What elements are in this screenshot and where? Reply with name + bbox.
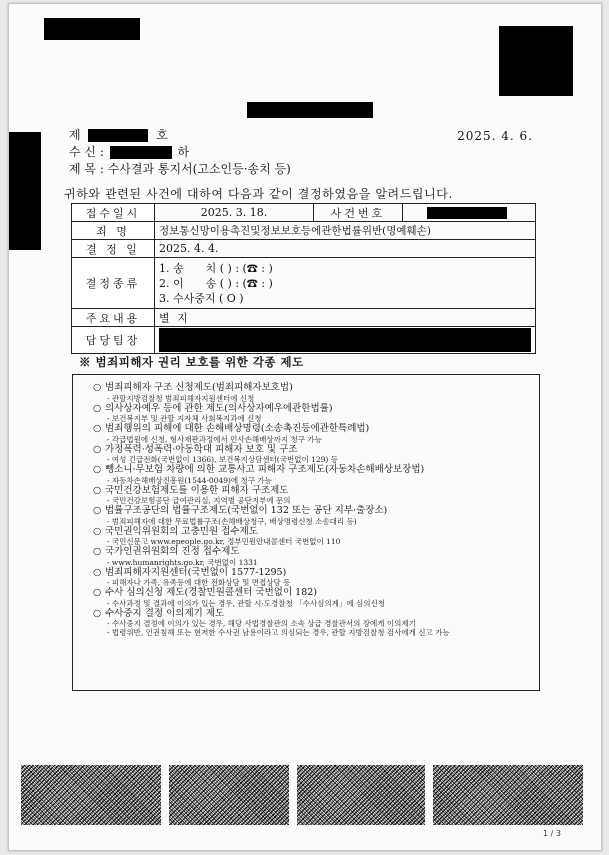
subject-line	[69, 160, 291, 177]
list-item: ○ 국가인권위원회의 진정 접수제도 - www.humanrights.go.kr, 국번없이 1331	[93, 546, 258, 567]
decision-option-transfer-prosecution: 1. 송 치 ( ) : (☎ : )	[159, 261, 273, 275]
list-item: ○ 범죄피해자지원센터(국번없이 1577-1295) - 피해자나 가족, 유족등에 대한 전화상담 및 면접상담 등	[93, 566, 291, 587]
redaction-recipient	[110, 146, 172, 159]
decision-option-transfer-case: 2. 이 송 ( ) : (☎ : )	[159, 276, 273, 290]
list-item: ○ 가정폭력·성폭력·아동학대 피해자 보호 및 구조 - 여성 긴급전화(국번없이 1366), 보건복지상담센터(국번없이 129) 등	[93, 443, 338, 464]
decision-type-options	[155, 258, 536, 309]
case-number-value	[403, 204, 536, 222]
main-content-label: 주요내용	[72, 309, 155, 327]
redaction-case-number	[427, 207, 507, 219]
intro-sentence: 귀하와 관련된 사건에 대하여 다음과 같이 결정하였음을 알려드립니다.	[64, 187, 453, 201]
charge-label: 죄 명	[72, 222, 155, 240]
case-number-label: 사건번호	[314, 204, 403, 222]
obscured-block-3	[297, 765, 425, 825]
table-row	[72, 327, 536, 354]
list-item: ○ 뺑소니·무보험 차량에 의한 교통사고 피해자 구조제도(자동차손해배상보장법) - 자동차손해배상진흥원(1544-0049)에 청구 가능	[93, 464, 425, 485]
obscured-block-2	[169, 765, 289, 825]
receipt-date-label: 접수일시	[72, 204, 155, 222]
decision-type-label: 결정종류	[72, 258, 155, 309]
notice-title: ※ 범죄피해자 권리 보호를 위한 각종 제도	[79, 355, 304, 369]
list-item: ○ 범죄피해자 구조 신청제도(범죄피해자보호법) - 관할지방검찰청 범죄피해자지원센터에 신청	[93, 382, 293, 403]
recipient-line	[69, 143, 189, 160]
table-row	[72, 240, 536, 258]
officer-value	[155, 327, 536, 354]
redaction-top-left	[44, 18, 140, 40]
victim-programs-box	[72, 374, 540, 691]
decision-date-label: 결 정 일	[72, 240, 155, 258]
document-number-suffix: 호	[156, 128, 168, 142]
program-list	[93, 382, 533, 637]
document-number-line	[69, 126, 168, 143]
main-content-value: 별 지	[155, 309, 536, 327]
table-row	[72, 258, 536, 309]
document-page	[8, 3, 602, 851]
officer-label: 담당팀장	[72, 327, 155, 354]
redaction-document-number	[88, 129, 148, 142]
list-item: ○ 국민건강보험제도를 이용한 피해자 구조제도 - 국민건강보험공단 급여관리실, 지역별 공단지부에 문의	[93, 484, 291, 505]
document-date: 2025. 4. 6.	[457, 129, 533, 143]
list-item: ○ 수사중지 결정 이의제기 제도 - 수사중지 결정에 이의가 있는 경우, 해당 사법경찰관의 소속 상급 경찰관서의 장에게 이의제기 - 법령위반, 인권침해 또는 현저한 수사권 남용이라고 의심되는 경우, 관할 지방검찰청 검사에게 신고 가능	[93, 607, 450, 637]
charge-value: 정보통신망이용촉진및정보보호등에관한법률위반(명예훼손)	[155, 222, 536, 240]
list-item: ○ 법률구조공단의 법률구조제도(국번없이 132 또는 공단 지부·출장소) - 범죄피해자에 대한 무료법률구조(손해배상청구, 배상명령신청 소송대리 등)	[93, 505, 388, 526]
page-number: 1 / 3	[543, 829, 561, 838]
subject-label: 제 목 :	[69, 162, 104, 176]
redaction-org-title	[247, 102, 373, 118]
recipient-label: 수 신 :	[69, 145, 104, 159]
decision-date-value: 2025. 4. 4.	[155, 240, 536, 258]
document-number-label: 제	[69, 128, 81, 142]
case-info-table	[71, 203, 536, 354]
redaction-left-margin	[9, 132, 41, 250]
receipt-date-value: 2025. 3. 18.	[155, 204, 314, 222]
redaction-officer	[159, 328, 531, 352]
list-item: ○ 수사 심의신청 제도(경찰민원콜센터 국번없이 182) - 수사과정 및 결과에 이의가 있는 경우, 관할 시·도경찰청 「수사심의계」에 심의신청	[93, 587, 385, 608]
table-row	[72, 309, 536, 327]
decision-option-suspension: 3. 수사중지 ( O )	[159, 291, 244, 305]
table-row	[72, 222, 536, 240]
subject-text: 수사결과 통지서(고소인등·송치 등)	[107, 162, 291, 176]
table-row	[72, 204, 536, 222]
obscured-block-1	[21, 765, 161, 825]
recipient-suffix: 하	[177, 145, 190, 159]
obscured-block-4	[433, 765, 583, 825]
list-item: ○ 범죄행위의 피해에 대한 손해배상명령(소송촉진등에관한특례법) - 각급법원에 신청, 형사재판과정에서 민사손해배상까지 청구 가능	[93, 423, 370, 444]
list-item: ○ 의사상자예우 등에 관한 제도(의사상자예우에관한법률) - 보건복지부 및 관할 지자체 사회복지과에 신청	[93, 402, 333, 423]
redaction-top-right	[499, 26, 573, 96]
list-item: ○ 국민권익위원회의 고충민원 접수제도 - 국민신문고 www.epeople.go.kr, 정부민원안내콜센터 국번없이 110	[93, 525, 341, 546]
